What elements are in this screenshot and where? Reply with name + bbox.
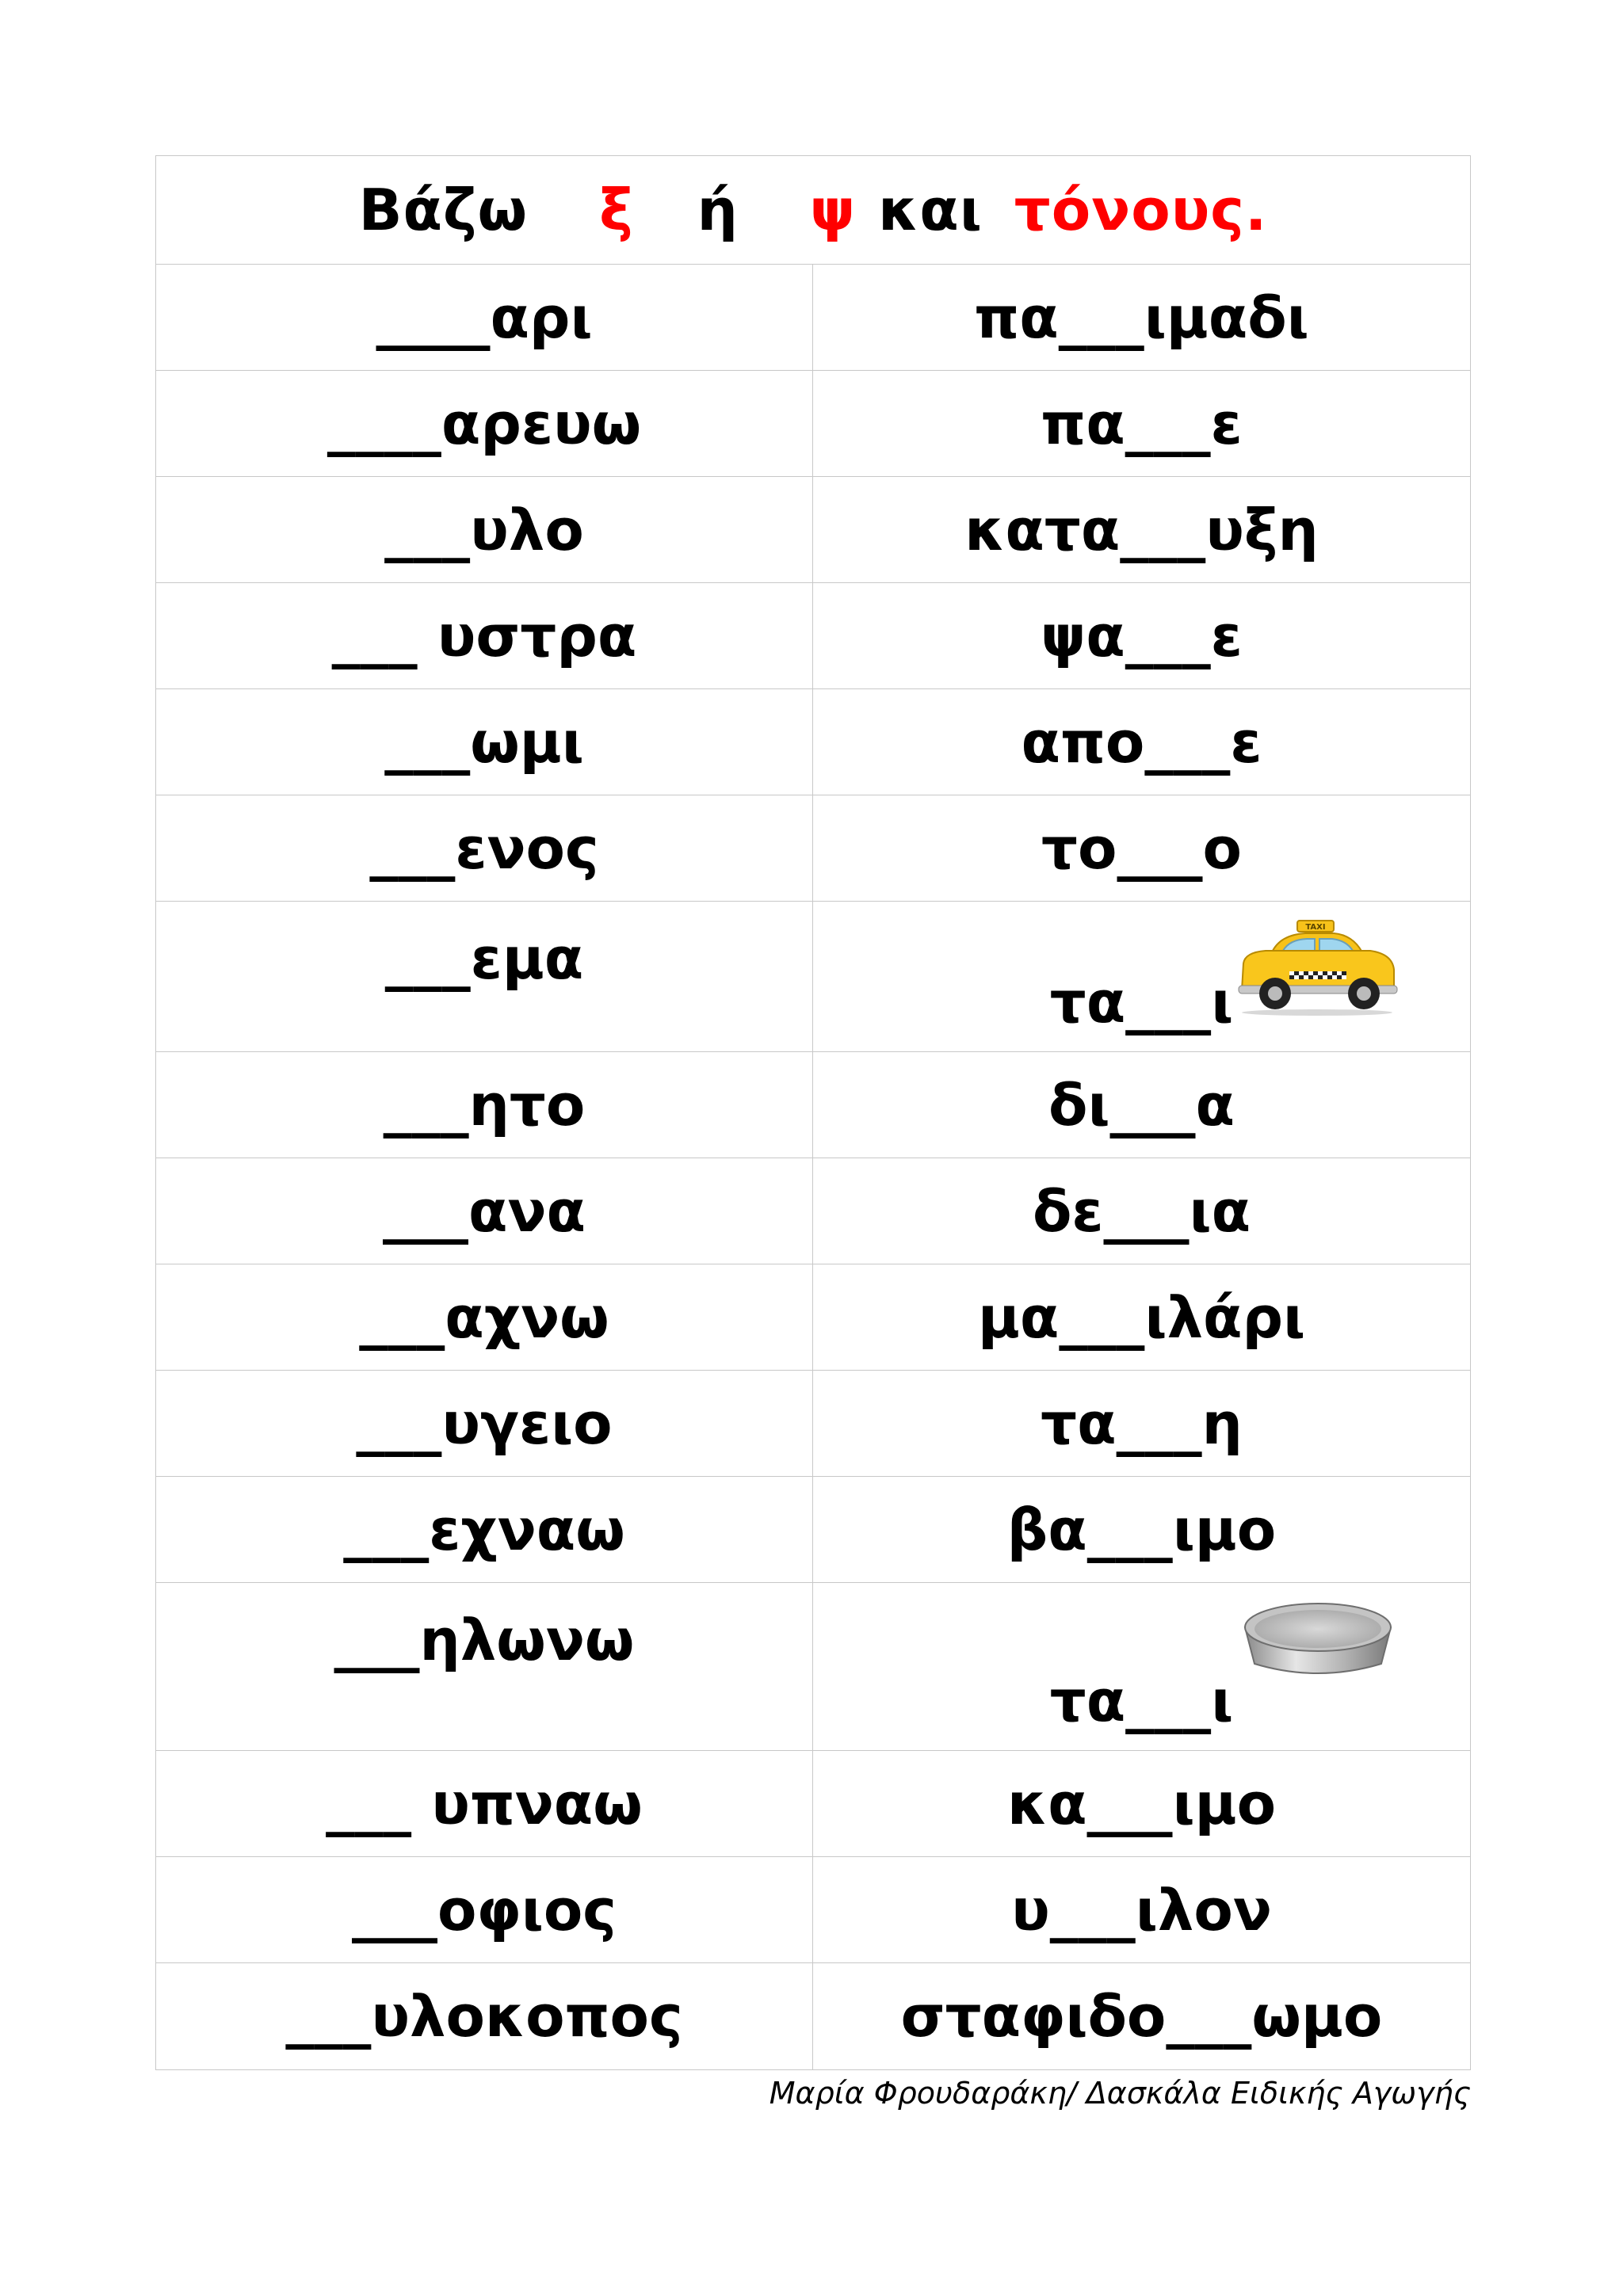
word-cell-left: ___ητο xyxy=(156,1052,813,1158)
worksheet-table xyxy=(155,155,1471,2070)
table-row xyxy=(156,477,1470,583)
word-cell-left: ___υλο xyxy=(156,477,813,582)
word-cell-right: βα___ιμο xyxy=(1006,1496,1277,1563)
word-cell-left: ___ενος xyxy=(156,795,813,901)
table-row xyxy=(156,1052,1470,1158)
table-row xyxy=(156,1583,1470,1751)
word-cell-right: απο___ε xyxy=(1021,708,1262,776)
title-letter-psi: ψ xyxy=(809,177,857,243)
table-row xyxy=(156,1477,1470,1583)
word-cell-left: ___ανα xyxy=(156,1158,813,1264)
word-cell-left: ___ωμι xyxy=(156,689,813,795)
table-row xyxy=(156,795,1470,902)
word-cell-right-with-picture xyxy=(813,902,1470,1051)
word-cell-left: ___αχνω xyxy=(156,1264,813,1370)
table-row xyxy=(156,689,1470,795)
word-cell-right: κα___ιμο xyxy=(1006,1770,1277,1837)
title-word-i: ή xyxy=(697,177,739,243)
table-row xyxy=(156,583,1470,689)
word-cell-left: ___οφιος xyxy=(156,1857,813,1962)
worksheet-title xyxy=(156,156,1470,265)
title-word-bazo: Βάζω xyxy=(358,177,529,243)
word-text: τα___ι xyxy=(1049,969,1234,1035)
taxi-icon xyxy=(1234,914,1400,1017)
word-cell-left: ___υγειο xyxy=(156,1371,813,1476)
title-word-tonous: τόνους. xyxy=(1014,177,1268,243)
word-cell-right: ψα___ε xyxy=(1041,602,1243,669)
word-text: τα___ι xyxy=(1049,1668,1234,1734)
svg-text:TAXI: TAXI xyxy=(1305,923,1326,932)
word-cell-left: ___υλοκοπος xyxy=(156,1963,813,2069)
table-row xyxy=(156,1264,1470,1371)
word-cell-left: ___εχναω xyxy=(156,1477,813,1582)
table-row xyxy=(156,265,1470,371)
word-cell-left: ___ηλωνω xyxy=(156,1583,813,1750)
table-row xyxy=(156,1371,1470,1477)
word-cell-right: το___ο xyxy=(1041,814,1242,882)
word-cell-left: ___ υπναω xyxy=(156,1751,813,1856)
table-row xyxy=(156,1751,1470,1857)
word-cell-right: σταφιδο___ωμο xyxy=(900,1983,1383,2050)
word-cell-right: δε___ια xyxy=(1032,1177,1251,1245)
word-cell-right: υ___ιλον xyxy=(1011,1876,1272,1943)
author-credit: Μαρία Φρουδαράκη/ Δασκάλα Ειδικής Αγωγής xyxy=(769,2076,1471,2111)
word-cell-left: ____αρευω xyxy=(156,371,813,476)
table-row xyxy=(156,1963,1470,2069)
table-row xyxy=(156,1158,1470,1264)
word-cell-right: κατα___υξη xyxy=(964,496,1319,563)
baking-pan-icon xyxy=(1239,1597,1397,1684)
word-cell-right-with-picture xyxy=(813,1583,1470,1750)
word-cell-right: μα___ιλάρι xyxy=(977,1283,1306,1351)
table-row xyxy=(156,1857,1470,1963)
title-word-kai: και xyxy=(878,177,983,243)
word-cell-left: ____αρι xyxy=(156,265,813,370)
table-row xyxy=(156,371,1470,477)
word-cell-left: ___εμα xyxy=(156,902,813,1051)
word-cell-right: πα___ιμαδι xyxy=(974,284,1309,351)
word-cell-right: τα___η xyxy=(1041,1390,1243,1457)
word-cell-left: ___ υστρα xyxy=(156,583,813,688)
word-cell-right: δι___α xyxy=(1048,1071,1235,1138)
table-row xyxy=(156,902,1470,1052)
word-cell-right: πα___ε xyxy=(1041,390,1243,457)
word-rows xyxy=(156,265,1470,2069)
title-letter-ksi: ξ xyxy=(599,177,634,243)
